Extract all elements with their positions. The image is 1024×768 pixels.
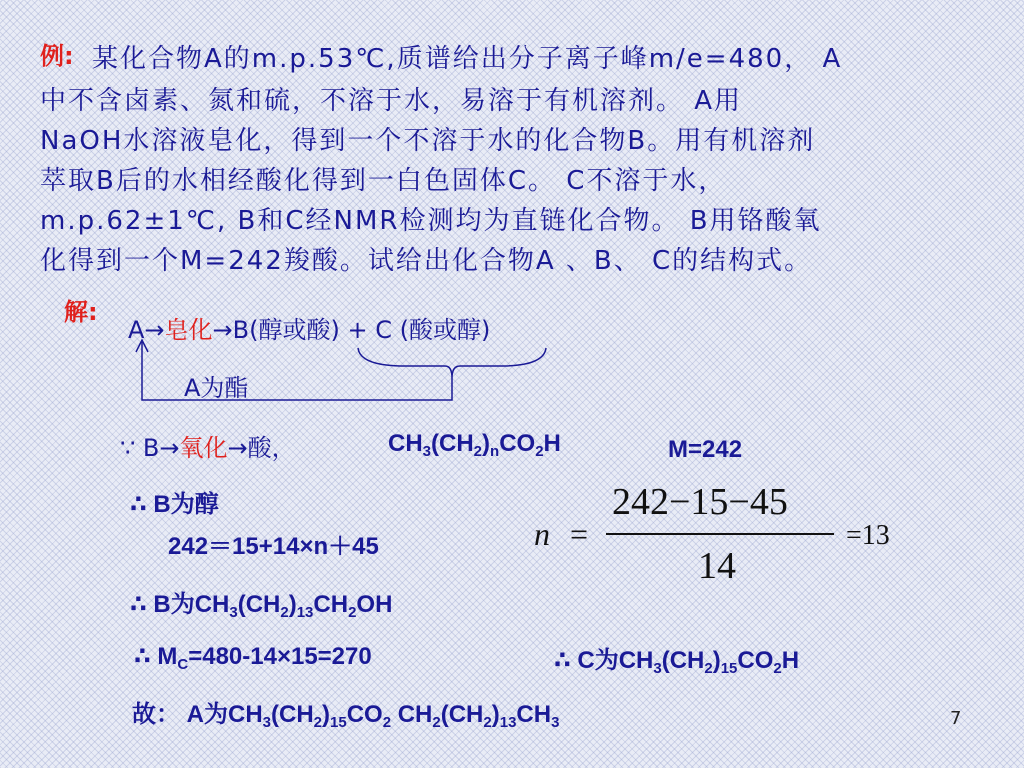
problem-line-4: 萃取B后的水相经酸化得到一白色固体C。 C不溶于水，: [40, 166, 727, 196]
formula-part: CH: [313, 591, 349, 618]
formula-subscript: 3: [262, 714, 272, 731]
formula-part: CH: [618, 647, 654, 674]
formula-part: ): [712, 647, 721, 674]
formula-part: =480-14×15=270: [188, 643, 372, 670]
formula-part: CO: [499, 430, 536, 457]
formula-part: (CH: [431, 430, 474, 457]
formula-subscript: 2: [704, 660, 713, 677]
formula-part: (CH: [237, 591, 281, 618]
solution-label: 解:: [64, 298, 98, 326]
formula-part: CH: [228, 701, 263, 728]
formula-subscript: 2: [473, 443, 483, 460]
formula-part: →酸，: [227, 434, 296, 462]
problem-line-5: m.p.62±1℃, B和C经NMR检测均为直链化合物。 B用铬酸氧: [40, 206, 822, 236]
formula-subscript: 3: [422, 443, 432, 460]
formula-part: 故： A为: [132, 701, 228, 728]
formula-subscript: 2: [313, 714, 323, 731]
formula-part: (CH: [271, 701, 314, 728]
problem-line-2: 中不含卤素、氮和硫，不溶于水，易溶于有机溶剂。 A用: [40, 86, 743, 116]
formula-part: H: [781, 647, 800, 674]
fraction-denominator: 14: [698, 545, 736, 587]
alcohol-conclusion: ∴ B为醇: [130, 491, 219, 518]
oxidation-step: [120, 428, 296, 463]
formula-subscript: 3: [653, 660, 662, 677]
ester-note: A为酯: [184, 374, 249, 402]
problem-line-3: NaOH水溶液皂化，得到一个不溶于水的化合物B。用有机溶剂: [40, 126, 816, 156]
formula-subscript: 2: [280, 604, 289, 621]
molar-mass: M=242: [668, 436, 743, 463]
formula-part: CH: [388, 430, 423, 457]
formula-part: OH: [356, 591, 393, 618]
formula-part: H: [543, 430, 561, 457]
formula-part: CH: [194, 591, 230, 618]
formula-part: ): [322, 701, 331, 728]
formula-subscript: 3: [229, 604, 238, 621]
page-number: 7: [950, 708, 962, 729]
scheme-saponify: 皂化: [164, 316, 213, 344]
formula-subscript: 15: [330, 714, 347, 731]
formula-part: ): [288, 591, 297, 618]
formula-subscript: 15: [720, 660, 738, 677]
fraction-result: =13: [846, 520, 890, 551]
formula-subscript: 2: [382, 714, 392, 731]
problem-line-1: 某化合物A的m.p.53℃,质谱给出分子离子峰m/e=480， A: [92, 44, 843, 74]
acid-formula: [388, 430, 561, 458]
formula-subscript: 2: [432, 714, 441, 731]
formula-subscript: n: [490, 443, 500, 460]
curly-brace: [358, 348, 546, 378]
formula-part: ∴ C为: [554, 647, 619, 674]
formula-part: ∴ B为: [130, 591, 195, 618]
c-structure: [554, 640, 799, 675]
formula-part: (CH: [440, 701, 484, 728]
formula-subscript: 13: [499, 714, 517, 731]
formula-part: ): [482, 430, 491, 457]
formula-part: CH: [516, 701, 552, 728]
problem-line-6: 化得到一个M=242羧酸。试给出化合物A 、B、 C的结构式。: [40, 246, 813, 276]
a-structure: [132, 694, 559, 729]
formula-part: CO: [346, 701, 383, 728]
scheme-rest: →B(醇或酸) + C (酸或醇): [212, 316, 491, 344]
c-mass: [134, 642, 372, 671]
formula-part: ): [491, 701, 500, 728]
fraction-lhs: n: [534, 516, 550, 552]
fraction-numerator: 242−15−45: [612, 481, 788, 523]
oxidize-word: 氧化: [179, 434, 228, 462]
formula-subscript: 2: [773, 660, 782, 677]
formula-part: CH: [391, 701, 433, 728]
formula-subscript: C: [177, 656, 189, 673]
formula-subscript: 13: [296, 604, 314, 621]
formula-subscript: 2: [535, 443, 544, 460]
formula-part: (CH: [661, 647, 705, 674]
formula-subscript: 3: [551, 714, 560, 731]
formula-part: CO: [737, 647, 774, 674]
fraction-eq: =: [570, 516, 589, 552]
mass-equation: 242＝15+14×n＋45: [168, 533, 379, 560]
formula-part: ∴ M: [134, 643, 178, 670]
fraction-bar: [606, 533, 834, 535]
formula-subscript: 2: [348, 604, 357, 621]
formula-part: ∵ B→: [120, 434, 180, 462]
formula-subscript: 2: [483, 714, 492, 731]
b-structure: [130, 584, 392, 619]
problem-label: 例:: [40, 42, 74, 70]
scheme-a: A→: [128, 316, 165, 344]
